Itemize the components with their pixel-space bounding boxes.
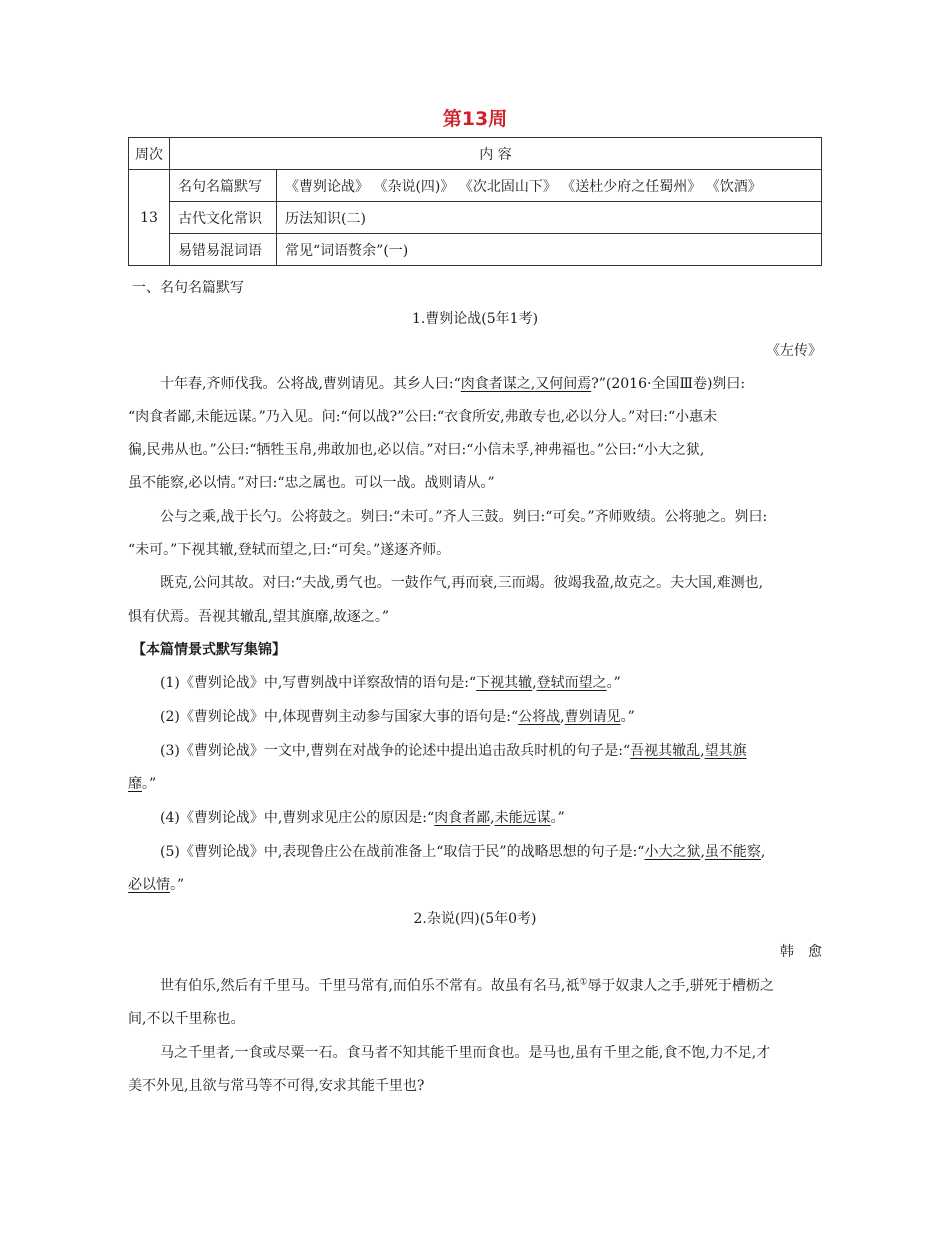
exercise-item: (4)《曹刿论战》中,曹刿求见庄公的原因是:“肉食者鄙,未能远谋。”: [160, 810, 565, 826]
table-row: [129, 170, 822, 202]
underlined-answer: 靡: [128, 776, 142, 792]
underlined-answer: 公将战: [518, 709, 561, 725]
underlined-answer: 未能远谋: [494, 810, 551, 826]
exercise-item: (5)《曹刿论战》中,表现鲁庄公在战前准备上“取信于民”的战略思想的句子是:“小大之狱,虽不能察,: [160, 844, 766, 860]
text2-author: 韩 愈: [780, 944, 822, 960]
paragraph-line: 既克,公问其故。对曰:“夫战,勇气也。一鼓作气,再而衰,三而竭。彼竭我盈,故克之。夫大国,难测也,: [160, 575, 764, 591]
table-row: [129, 202, 822, 234]
paragraph-line: “未可。”下视其辙,登轼而望之,曰:“可矣。”遂逐齐师。: [128, 542, 451, 558]
header-week: 周次: [129, 138, 170, 170]
row-category: 名句名篇默写: [170, 170, 277, 202]
underlined-answer: 下视其辙: [476, 675, 533, 691]
paragraph-line: 徧,民弗从也。”公曰:“牺牲玉帛,弗敢加也,必以信。”对曰:“小信未孚,神弗福也。”公曰:“小大之狱,: [128, 442, 705, 458]
exercise-item-continued: 靡。”: [128, 776, 157, 792]
exercise-item-continued: 必以情。”: [128, 877, 185, 893]
underlined-answer: 肉食者谋之,又何间焉: [460, 376, 592, 392]
underlined-answer: 必以情: [128, 877, 170, 893]
row-content: 常见“词语赘余”(一): [277, 234, 822, 266]
text1-heading: 1.曹刿论战(5年1考): [411, 311, 539, 327]
underlined-answer: 登轼而望之: [536, 675, 607, 691]
underlined-answer: 小大之狱: [644, 844, 701, 860]
page-title: 第13周: [442, 108, 508, 130]
row-content: 历法知识(二): [277, 202, 822, 234]
exercise-item: (1)《曹刿论战》中,写曹刿战中详察敌情的语句是:“下视其辙,登轼而望之。”: [160, 675, 621, 691]
paragraph-line: 公与之乘,战于长勺。公将鼓之。刿曰:“未可。”齐人三鼓。刿曰:“可矣。”齐师败绩。公将驰之。刿曰:: [160, 509, 768, 525]
underlined-answer: 吾视其辙乱: [630, 743, 701, 759]
paragraph-line: 美不外见,且欲与常马等不可得,安求其能千里也?: [128, 1078, 425, 1094]
paragraph-line: 马之千里者,一食或尽粟一石。食马者不知其能千里而食也。是马也,虽有千里之能,食不饱,力不足,才: [160, 1045, 771, 1061]
section-heading: 一、名句名篇默写: [132, 280, 244, 296]
exercise-label: 【本篇情景式默写集锦】: [132, 642, 286, 658]
underlined-answer: 虽不能察: [704, 844, 761, 860]
row-content: 《曹刿论战》 《杂说(四)》 《次北固山下》 《送杜少府之任蜀州》 《饮酒》: [277, 170, 822, 202]
week-number: 13: [129, 170, 170, 266]
paragraph-line: 十年春,齐师伐我。公将战,曹刿请见。其乡人曰:“肉食者谋之,又何间焉?”(2016·全国Ⅲ卷)刿曰:: [160, 376, 746, 392]
exercise-item: (2)《曹刿论战》中,体现曹刿主动参与国家大事的语句是:“公将战,曹刿请见。”: [160, 709, 635, 725]
text2-heading: 2.杂说(四)(5年0考): [413, 911, 537, 927]
paragraph-line: 虽不能察,必以情。”对曰:“忠之属也。可以一战。战则请从。”: [128, 475, 495, 491]
underlined-answer: 望其旗: [704, 743, 747, 759]
header-content: 内 容: [170, 138, 822, 170]
text1-author: 《左传》: [766, 343, 822, 359]
table-header-row: [129, 138, 822, 170]
underlined-answer: 肉食者鄙: [434, 810, 491, 826]
table-row: [129, 234, 822, 266]
paragraph-line: “肉食者鄙,未能远谋。”乃入见。问:“何以战?”公曰:“衣食所安,弗敢专也,必以分人。”对曰:“小惠未: [128, 409, 718, 425]
schedule-table: [128, 137, 822, 266]
footnote-marker: ①: [579, 977, 588, 988]
paragraph-line: 惧有伏焉。吾视其辙乱,望其旗靡,故逐之。”: [128, 609, 390, 625]
exercise-item: (3)《曹刿论战》一文中,曹刿在对战争的论述中提出追击敌兵时机的句子是:“吾视其辙乱,望其旗: [160, 743, 747, 759]
underlined-answer: 曹刿请见: [564, 709, 621, 725]
row-category: 古代文化常识: [170, 202, 277, 234]
paragraph-line: 世有伯乐,然后有千里马。千里马常有,而伯乐不常有。故虽有名马,祗①辱于奴隶人之手,骈死于槽枥之: [160, 977, 774, 994]
paragraph-line: 间,不以千里称也。: [128, 1011, 245, 1027]
row-category: 易错易混词语: [170, 234, 277, 266]
